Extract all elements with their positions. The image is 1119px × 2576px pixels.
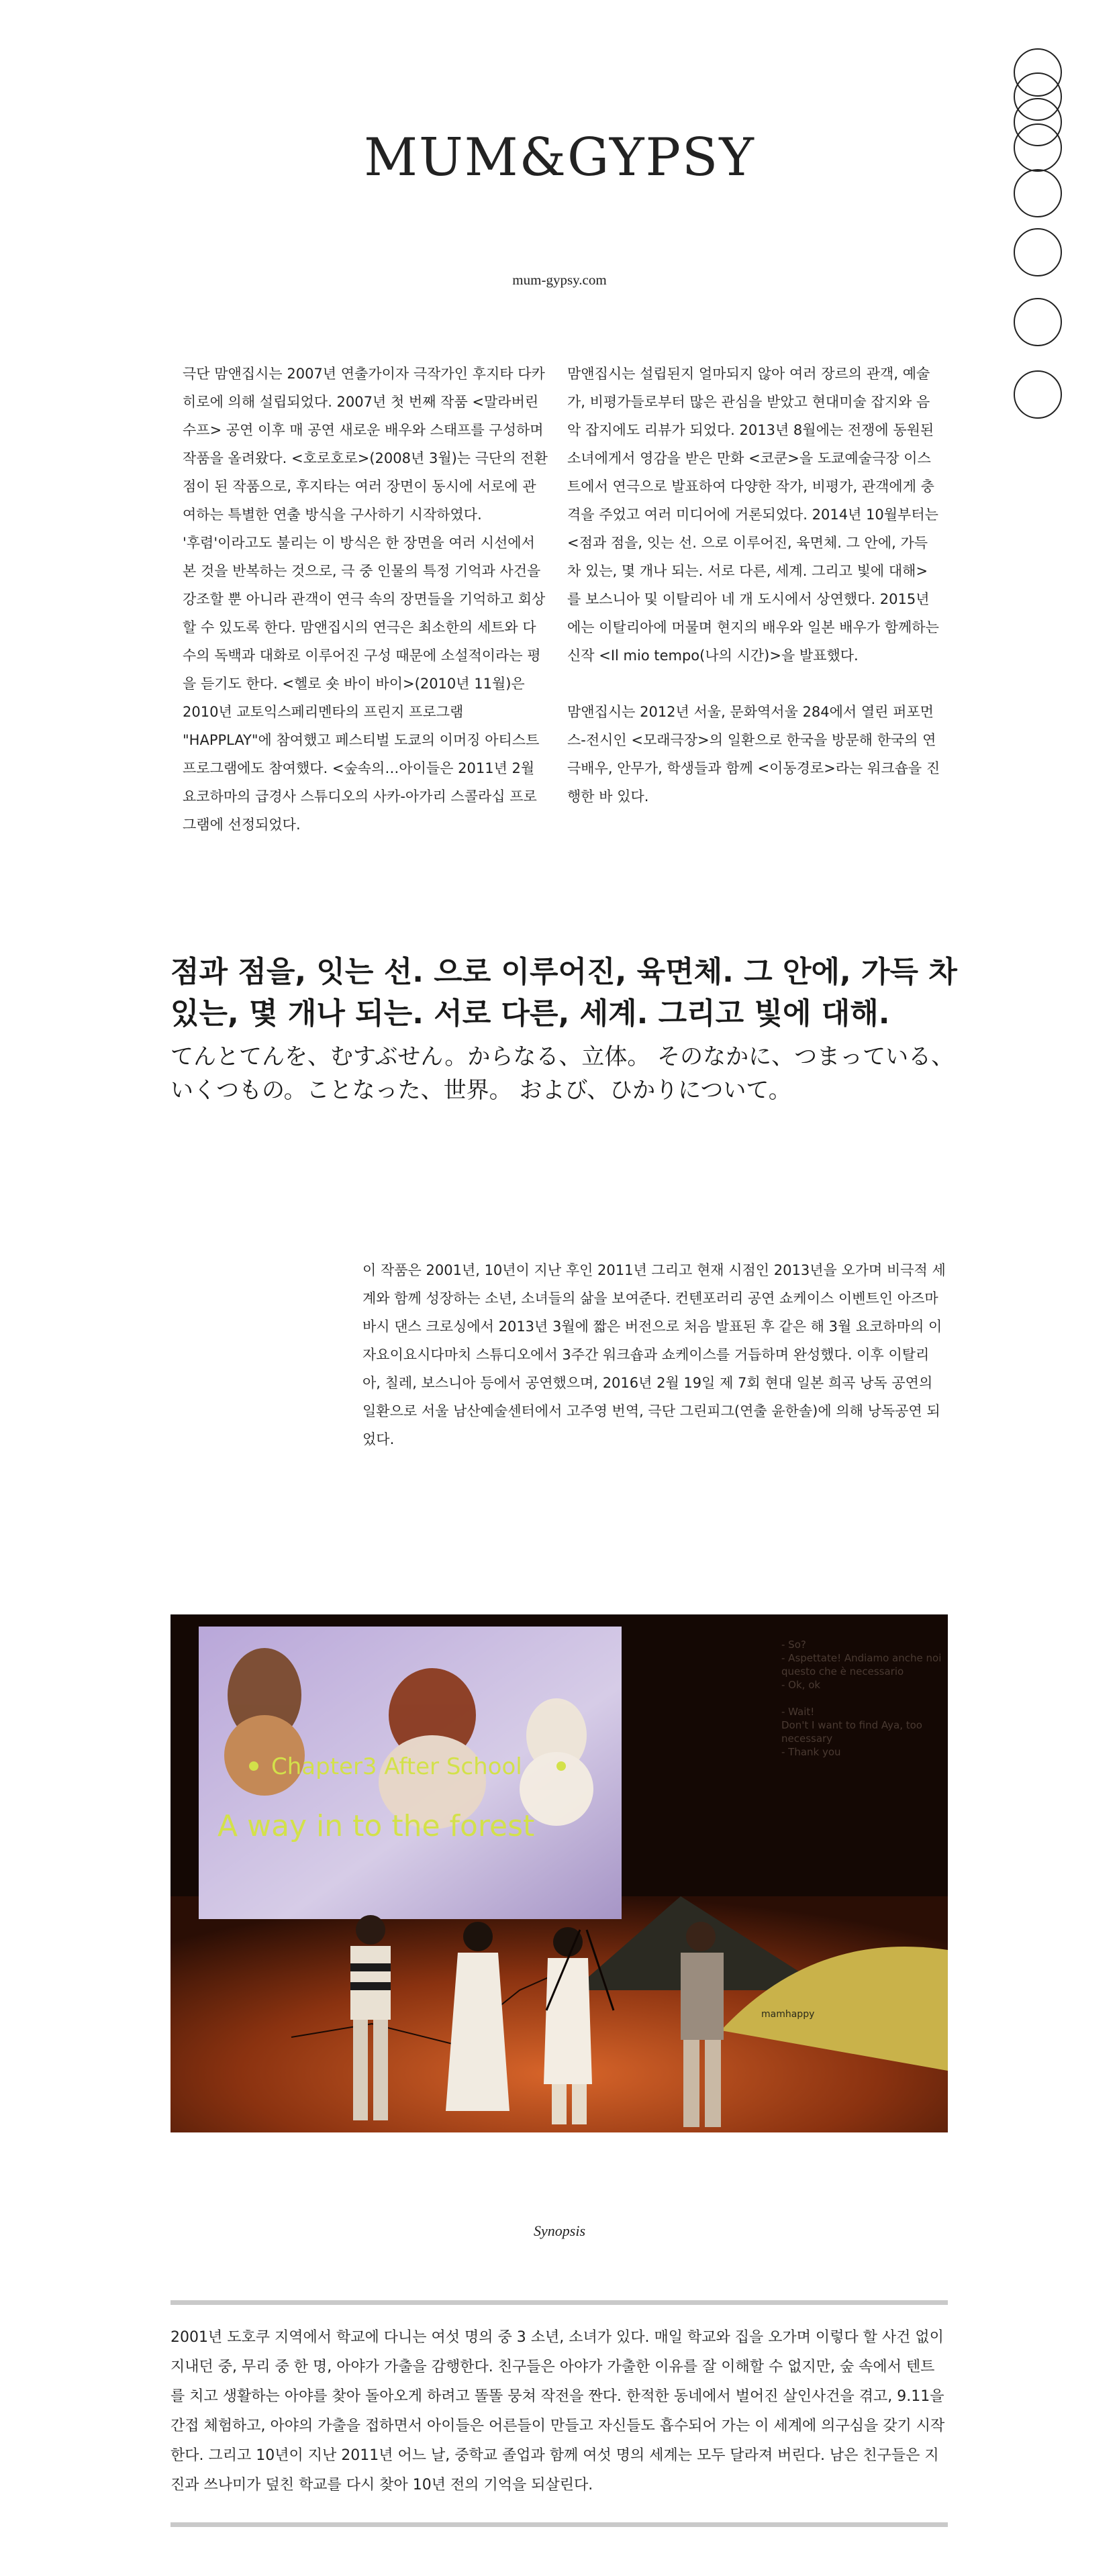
site-url-link[interactable]: mum-gypsy.com bbox=[512, 272, 607, 288]
surtitle-line: Don't I want to find Aya, too bbox=[781, 1719, 922, 1731]
intro-paragraph: '후렴'이라고도 불리는 이 방식은 한 장면을 여러 시선에서 본 것을 반복하는 것으로, 극 중 인물의 특정 기억과 사건을 강조할 뿐 아니라 관객이 연극 속의 장면들을 기억하고 회상할 수 있도록 한다. 맘앤집시의 연극은 최소한의 세트와 다수의 독백과 대화로 이루어진 구성 때문에 소설적이라는 평을 듣기도 한다. <헬로 숏 바이 바이>(2010년 11월)은 2010년 교토익스페리멘타의 프린지 프로그램 "HAPPLAY"에 참여했고 페스티벌 도쿄의 이머징 아티스트 프로그램에도 참여했다. <숲속의…아이들은 2011년 2월 요코하마의 급경사 스튜디오의 사카-아가리 스콜라십 프로그램에 선정되었다. bbox=[183, 535, 546, 833]
intro-paragraph: 맘앤집시는 설립된지 얼마되지 않아 여러 장르의 관객, 예술가, 비평가들로부터 많은 관심을 받았고 현대미술 잡지와 음악 잡지에도 리뷰가 되었다. 2013년 8월에는 전쟁에 동원된 소녀에게서 영감을 받은 만화 <코쿤>을 도쿄예술극장 이스트에서 연극으로 발표하여 다양한 작가, 비평가, 관객에게 충격을 주었고 여러 미디어에 거론되었다. 2014년 10월부터는 <점과 점을, 잇는 선. 으로 이루어진, 육면체. 그 안에, 가득 차 있는, 몇 개나 되는. 서로 다른, 세계. 그리고 빛에 대해>를 보스니아 및 이탈리아 네 개 도시에서 상연했다. 2015년에는 이탈리아에 머물며 현지의 배우와 일본 배우가 함께하는 신작 <Il mio tempo(나의 시간)>을 발표했다. bbox=[567, 366, 939, 664]
nav-circle-8[interactable] bbox=[1014, 370, 1062, 419]
nav-circle-7[interactable] bbox=[1014, 298, 1062, 346]
work-title-korean: 점과 점을, 잇는 선. 으로 이루어진, 육면체. 그 안에, 가득 차 있는, 몇 개나 되는. 서로 다른, 세계. 그리고 빛에 대해. bbox=[171, 955, 957, 1031]
intro-right-column bbox=[567, 360, 940, 811]
surtitle-line: - Wait! bbox=[781, 1706, 815, 1718]
surtitle-line: - Aspettate! Andiamo anche noi bbox=[781, 1652, 942, 1664]
stage-scene-illustration bbox=[171, 1614, 948, 2132]
side-circle-nav bbox=[1014, 48, 1066, 491]
synopsis-heading: Synopsis bbox=[534, 2222, 585, 2239]
work-title-japanese: てんとてんを、むすぶせん。からなる、立体。 そのなかに、つまっている、いくつもの。ことなった、世界。 および、ひかりについて。 bbox=[171, 1043, 955, 1104]
intro-paragraph: 맘앤집시는 2012년 서울, 문화역서울 284에서 열린 퍼포먼스-전시인 <모래극장>의 일환으로 한국을 방문해 한국의 연극배우, 안무가, 학생들과 함께 <이동경로>라는 워크숍을 진행한 바 있다. bbox=[567, 704, 940, 805]
surtitle-line: questo che è necessario bbox=[781, 1665, 904, 1678]
surtitle-line: - Ok, ok bbox=[781, 1679, 821, 1691]
intro-left-column bbox=[183, 360, 548, 839]
projection-subtitle-text: A way in to the forest bbox=[217, 1809, 535, 1843]
synopsis-text: 2001년 도호쿠 지역에서 학교에 다니는 여섯 명의 중 3 소년, 소녀가 있다. 매일 학교와 집을 오가며 이렇다 할 사건 없이 지내던 중, 무리 중 한 명, 아야가 가출을 감행한다. 친구들은 아야가 가출한 이유를 잘 이해할 수 없지만, 숲 속에서 텐트를 치고 생활하는 아야를 찾아 돌아오게 하려고 똘똘 뭉쳐 작전을 짠다. 한적한 동네에서 벌어진 살인사건을 겪고, 9.11을 간접 체험하고, 아야의 가출을 접하면서 아이들은 어른들이 만들고 자신들도 흡수되어 가는 이 세계에 의구심을 갖기 시작한다. 그리고 10년이 지난 2011년 어느 날, 중학교 졸업과 함께 여섯 명의 세계는 모두 달라져 버린다. 남은 친구들은 지진과 쓰나미가 덮친 학교를 다시 찾아 10년 전의 기억을 되살린다. bbox=[171, 2329, 945, 2493]
surtitle-line: - So? bbox=[781, 1639, 806, 1651]
surtitle-line: - Thank you bbox=[781, 1746, 841, 1758]
intro-paragraph: 극단 맘앤집시는 2007년 연출가이자 극작가인 후지타 다카히로에 의해 설립되었다. 2007년 첫 번째 작품 <말라버린 수프> 공연 이후 매 공연 새로운 배우와 스태프를 구성하며 작품을 올려왔다. <호로호로>(2008년 3월)는 극단의 전환점이 된 작품으로, 후지타는 여러 장면이 동시에 서로에 관여하는 특별한 연출 방식을 구사하기 시작하였다. bbox=[183, 366, 548, 523]
site-logo[interactable]: MUM&GYPSY bbox=[364, 127, 755, 188]
projection-chapter-text: Chapter3 After School bbox=[271, 1753, 522, 1780]
tent-label: mamhappy bbox=[761, 2009, 815, 2020]
work-description: 이 작품은 2001년, 10년이 지난 후인 2011년 그리고 현재 시점인 2013년을 오가며 비극적 세계와 함께 성장하는 소년, 소녀들의 삶을 보여준다. 컨텐포러리 공연 쇼케이스 이벤트인 아즈마바시 댄스 크로싱에서 2013년 3월에 짧은 버전으로 처음 발표된 후 같은 해 3월 요코하마의 이자요이요시다마치 스튜디오에서 3주간 워크숍과 쇼케이스를 거듭하며 완성했다. 이후 이탈리아, 칠레, 보스니아 등에서 공연했으며, 2016년 2월 19일 제 7회 현대 일본 희곡 낭독 공연의 일환으로 서울 남산예술센터에서 고주영 번역, 극단 그린피그(연출 윤한솔)에 의해 낭독공연 되었다. bbox=[362, 1262, 946, 1447]
nav-circle-6[interactable] bbox=[1014, 228, 1062, 276]
performance-photo bbox=[171, 1614, 948, 2132]
divider bbox=[171, 2522, 948, 2527]
surtitle-line: necessary bbox=[781, 1733, 833, 1745]
divider bbox=[171, 2300, 948, 2305]
